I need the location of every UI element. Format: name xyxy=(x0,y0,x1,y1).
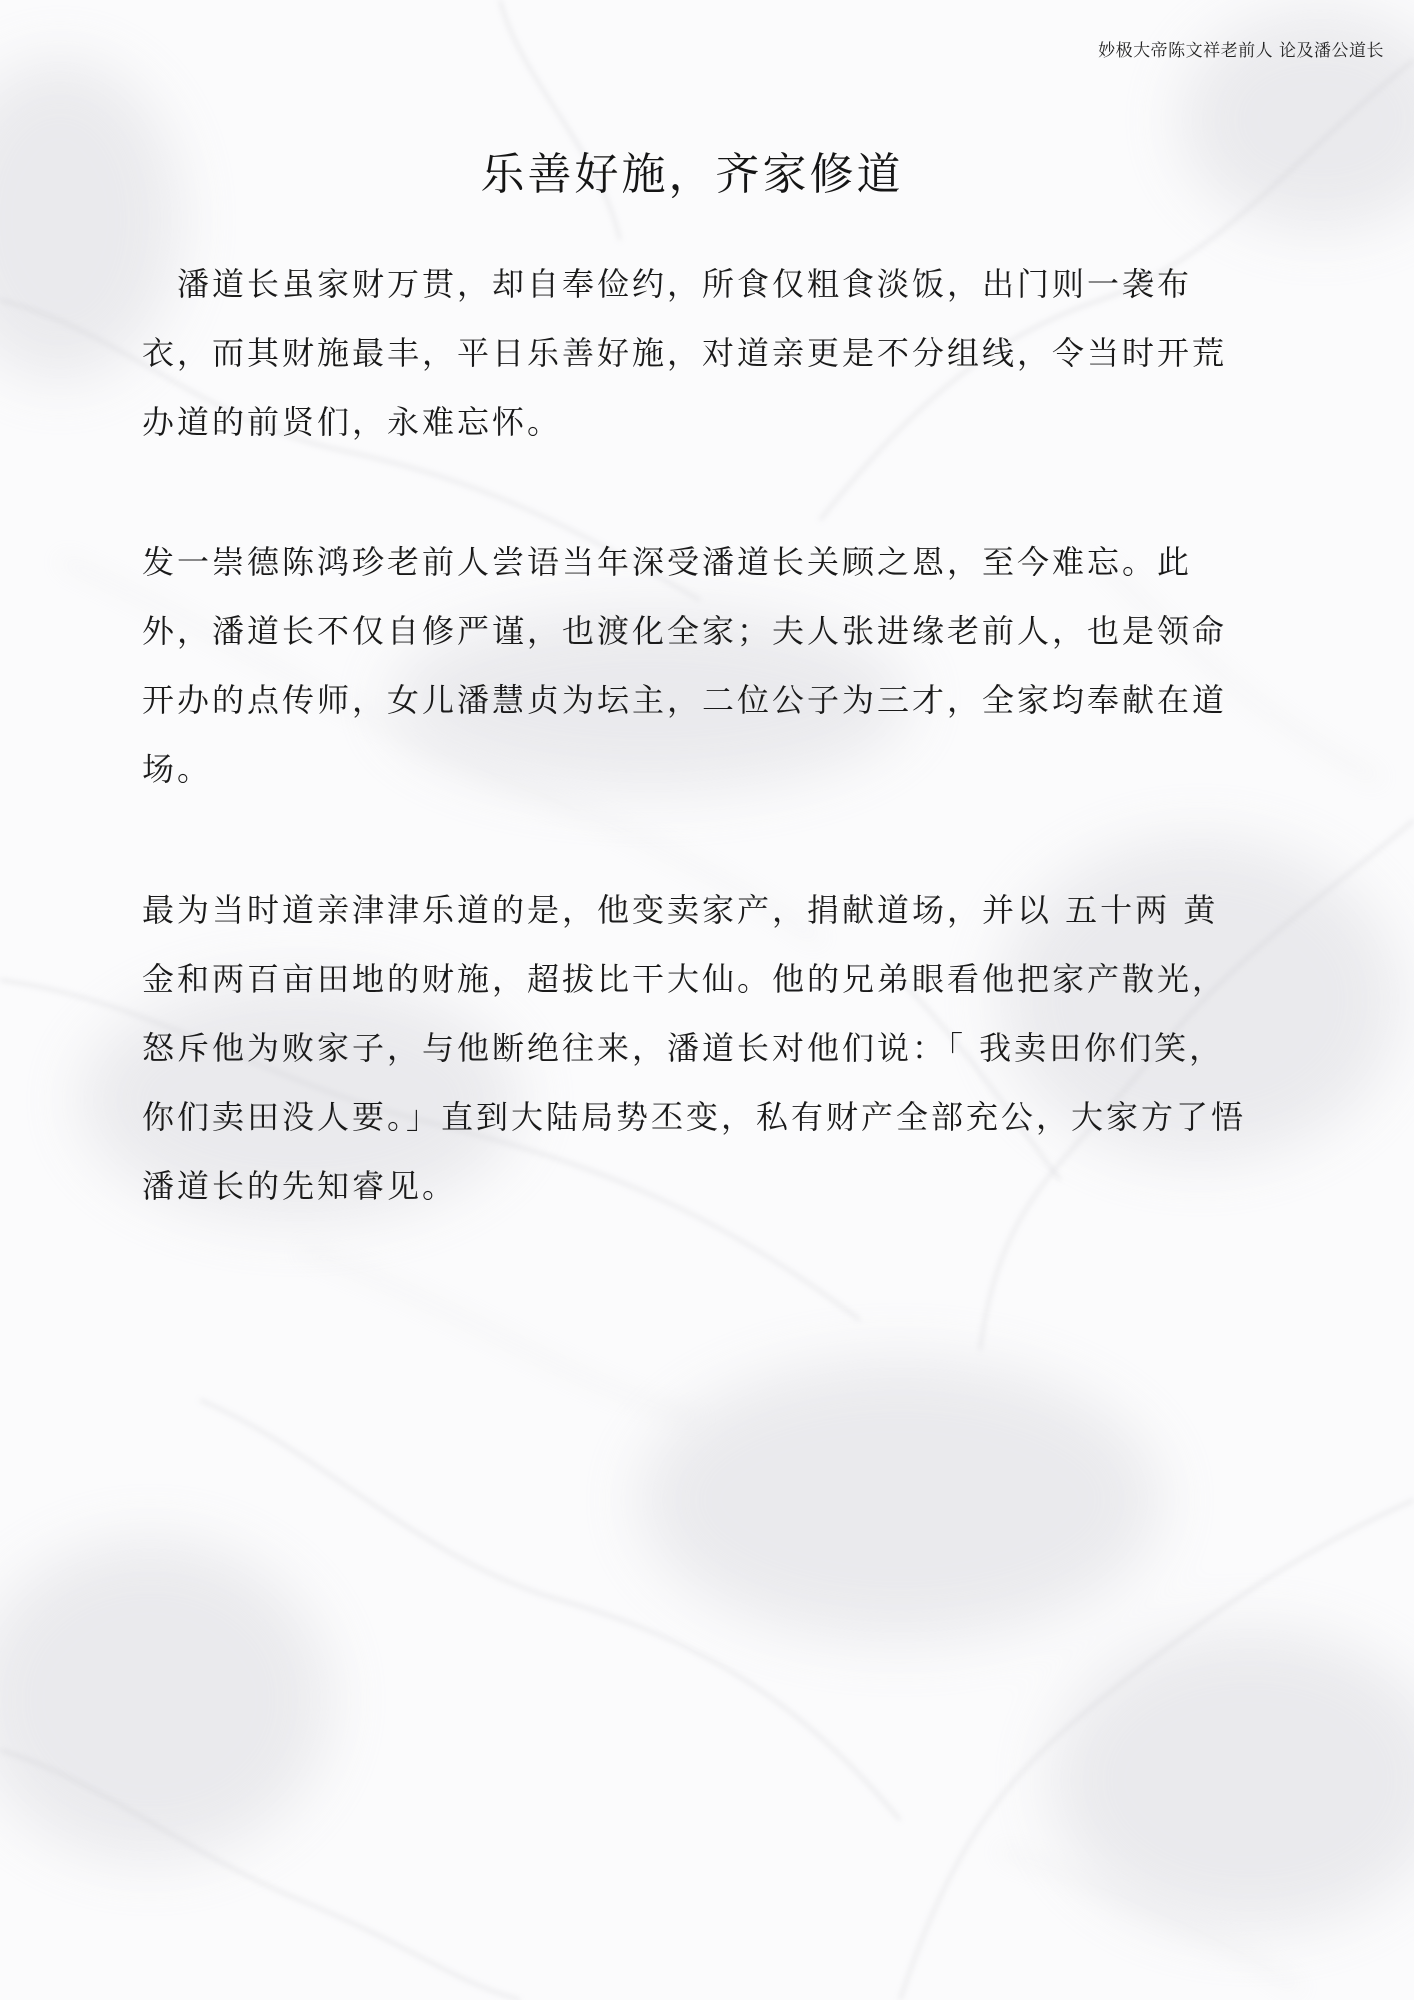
article-title: 乐善好施，齐家修道 xyxy=(480,149,904,200)
paragraph-2: 发一崇德陈鸿珍老前人尝语当年深受潘道长关顾之恩，至今难忘。此外，潘道长不仅自修严谨，也渡化全家；夫人张进缘老前人，也是领命开办的点传师，女儿潘慧贞为坛主，二位公子为三才，全家均奉献在道场。 xyxy=(142,543,1228,788)
header-note: 妙极大帝陈文祥老前人 论及潘公道长 xyxy=(1098,41,1384,61)
paragraph-1: 潘道长虽家财万贯，却自奉俭约，所食仅粗食淡饭，出门则一袭布衣，而其财施最丰，平日乐善好施，对道亲更是不分组线，令当时开荒办道的前贤们，永难忘怀。 xyxy=(142,265,1228,441)
paragraph-3: 最为当时道亲津津乐道的是，他变卖家产，捐献道场，并以 五十两 黄金和两百亩田地的财施，超拔比干大仙。他的兄弟眼看他把家产散光，怒斥他为败家子，与他断绝往来，潘道长对他们说：「 我卖田你们笑，你们卖田没人要。」直到大陆局势丕变，私有财产全部充公，大家方了悟潘道长的先知睿见。 xyxy=(142,891,1247,1205)
